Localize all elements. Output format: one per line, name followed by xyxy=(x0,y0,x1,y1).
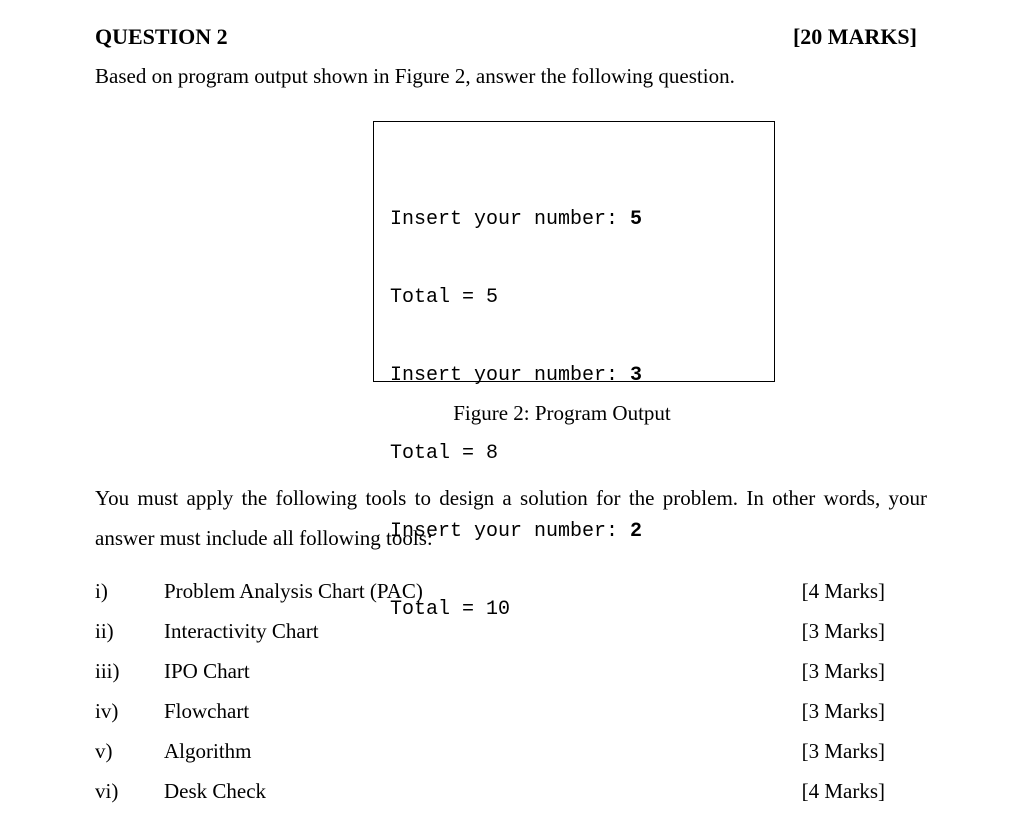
console-line: Insert your number: 3 xyxy=(390,364,643,387)
list-item xyxy=(95,695,885,735)
item-marks: [3 Marks] xyxy=(801,659,885,683)
question-marks: [20 MARKS] xyxy=(792,24,917,49)
figure-caption: Figure 2: Program Output xyxy=(453,401,671,425)
item-number: vi) xyxy=(95,779,119,803)
console-input-value: 5 xyxy=(630,208,643,231)
item-name: Interactivity Chart xyxy=(164,619,319,643)
item-name: IPO Chart xyxy=(164,659,250,683)
list-item xyxy=(95,575,885,615)
list-item xyxy=(95,735,885,775)
console-input-value: 2 xyxy=(630,520,643,543)
item-marks: [3 Marks] xyxy=(801,739,885,763)
item-name: Flowchart xyxy=(164,699,250,723)
item-number: ii) xyxy=(95,619,114,643)
console-line: Total = 5 xyxy=(390,286,499,309)
item-number: iv) xyxy=(95,699,119,723)
question-intro: Based on program output shown in Figure 2, answer the following question. xyxy=(95,64,735,88)
item-marks: [3 Marks] xyxy=(801,619,885,643)
tools-list xyxy=(95,575,885,815)
instruction-paragraph: You must apply the following tools to design a solution for the problem. In other words, your answer must include all following tools: xyxy=(95,486,927,550)
item-marks: [4 Marks] xyxy=(801,579,885,603)
item-name: Algorithm xyxy=(164,739,252,763)
console-line: Insert your number: 2 xyxy=(390,520,643,543)
item-number: iii) xyxy=(95,659,120,683)
console-line: Total = 10 xyxy=(390,598,511,621)
console-input-value: 3 xyxy=(630,364,643,387)
console-line: Insert your number: 5 xyxy=(390,208,643,231)
item-number: i) xyxy=(95,579,108,603)
item-number: v) xyxy=(95,739,113,763)
item-marks: [3 Marks] xyxy=(801,699,885,723)
question-title: QUESTION 2 xyxy=(95,24,228,49)
list-item xyxy=(95,615,885,655)
item-name: Problem Analysis Chart (PAC) xyxy=(164,579,423,603)
item-name: Desk Check xyxy=(164,779,267,803)
console-line: Total = 8 xyxy=(390,442,499,465)
item-marks: [4 Marks] xyxy=(801,779,885,803)
list-item xyxy=(95,655,885,695)
list-item xyxy=(95,775,885,815)
